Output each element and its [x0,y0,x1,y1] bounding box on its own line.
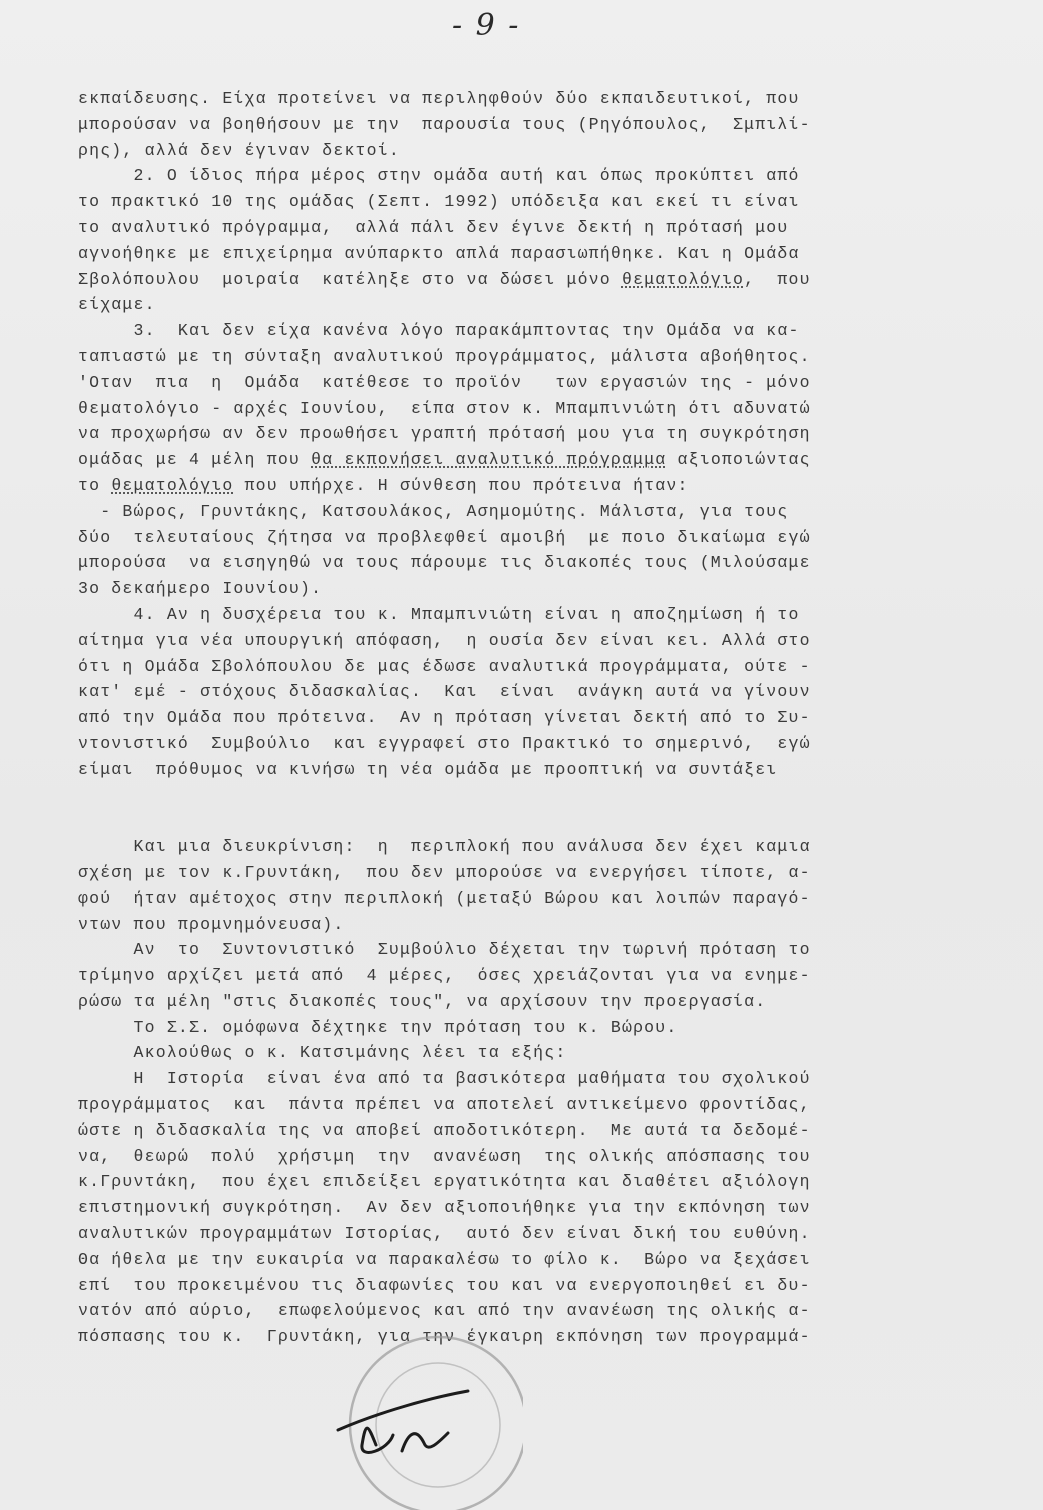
text-line-36: ρώσω τα μέλη "στις διακοπές τους", να αρχίσουν την προεργασία. [78,991,767,1011]
text-line-48: νατόν από αύριο, επωφελούμενος και από την ανανέωση της ολικής α- [78,1301,811,1321]
text-line-29 [78,808,940,834]
text-line-25: από την Ομάδα που πρότεινα. Αν η πρόταση γίνεται δεκτή από το Συ- [78,708,811,728]
text-line-33: ντων που προμνημόνευσα). [78,914,345,934]
text-line-9: είχαμε. [78,295,156,315]
text-line-35: τρίμηνο αρχίζει μετά από 4 μέρες, όσες χρειάζονται για να ενημε- [78,966,811,986]
underlined-term: θεματολόγιο [621,269,745,289]
text-line-7: αγνοήθηκε με επιχείρημα ανύπαρκτο απλά παρασιωπήθηκε. Και η Ομάδα [78,243,800,263]
text-line-19: μπορούσα να εισηγηθώ να τους πάρουμε τις διακοπές τους (Μιλούσαμε [78,553,811,573]
text-line-4: 2. Ο ίδιος πήρα μέρος στην ομάδα αυτή και όπως προκύπτει από [78,166,800,186]
text-line-46: Θα ήθελα με την ευκαιρία να παρακαλέσω το φίλο κ. Βώρο να ξεχάσει [78,1249,811,1269]
text-fragment: το [78,475,112,495]
text-line-40: προγράμματος και πάντα πρέπει να αποτελεί αντικείμενο φροντίδας, [78,1095,811,1115]
text-line-5: το πρακτικό 10 της ομάδας (Σεπτ. 1992) υπόδειξα και εκεί τι είναι [78,192,800,212]
text-line-12: 'Οταν πια η Ομάδα κατέθεσε το προϊόν των εργασιών της - μόνο [78,372,811,392]
text-fragment: που υπήρχε. Η σύνθεση που πρότεινα ήταν: [233,475,689,495]
underlined-term: θεματολόγιο [111,475,234,495]
text-line-31: σχέση με τον κ.Γρυντάκη, που δεν μπορούσε να ενεργήσει τίποτε, α- [78,862,811,882]
text-line-44: επιστημονική συγκρότηση. Αν δεν αξιοποιήθηκε για την εκπόνηση των [78,1198,811,1218]
text-line-27: είμαι πρόθυμος να κινήσω τη νέα ομάδα με προοπτική να συντάξει [78,759,778,779]
signature-icon [338,1391,468,1452]
text-line-20: 3ο δεκαήμερο Ιουνίου). [78,579,323,599]
stamp-and-signature [298,1325,523,1510]
text-line-16 [78,473,940,499]
text-line-49: πόσπασης του κ. Γρυντάκη, για την έγκαιρη εκπόνηση των προγραμμά- [78,1327,811,1347]
text-line-1: εκπαίδευσης. Είχα προτείνει να περιληφθούν δύο εκπαιδευτικοί, που [78,89,800,108]
text-line-24: κατ' εμέ - στόχους διδασκαλίας. Και είναι ανάγκη αυτά να γίνουν [78,682,811,702]
text-line-41: ώστε η διδασκαλία της να αποβεί αποδοτικότερη. Με αυτά τα δεδομέ- [78,1120,811,1140]
text-line-28 [78,783,940,809]
stamp-inner-ring [376,1363,500,1487]
text-line-2: μπορούσαν να βοηθήσουν με την παρουσία τους (Ρηγόπουλος, Σμπιλί- [78,114,811,134]
text-fragment: αξιοποιώντας [666,450,811,470]
text-line-43: κ.Γρυντάκη, που έχει επιδείξει εργατικότητα και διαθέτει αξιόλογη [78,1172,811,1192]
text-fragment: ομάδας με 4 μέλη που [78,450,312,470]
text-line-30: Και μια διευκρίνιση: η περιπλοκή που ανάλυσα δεν έχει καμια [78,837,811,857]
text-line-10: 3. Και δεν είχα κανένα λόγο παρακάμπτοντας την Ομάδα να κα- [78,321,800,341]
text-line-38: Ακολούθως ο κ. Κατσιμάνης λέει τα εξής: [78,1043,567,1063]
text-line-37: Το Σ.Σ. ομόφωνα δέχτηκε την πρόταση του κ. Βώρου. [78,1017,678,1037]
text-line-39: Η Ιστορία είναι ένα από τα βασικότερα μαθήματα του σχολικού [78,1069,811,1089]
text-line-47: επί του προκειμένου τις διαφωνίες του και να ενεργοποιηθεί ει δυ- [78,1275,811,1295]
text-line-45: αναλυτικών προγραμμάτων Ιστορίας, αυτό δεν είναι δική του ευθύνη. [78,1224,811,1244]
text-line-42: να, θεωρώ πολύ χρήσιμη την ανανέωση της ολικής απόσπασης του [78,1146,811,1166]
page-number: - 9 - [452,8,521,43]
text-line-26: ντονιστικό Συμβούλιο και εγγραφεί στο Πρακτικό το σημερινό, εγώ [78,733,811,753]
text-line-32: φού ήταν αμέτοχος στην περιπλοκή (μεταξύ Βώρου και λοιπών παραγό- [78,888,811,908]
text-fragment: , που [744,269,811,289]
text-line-3: ρης), αλλά δεν έγιναν δεκτοί. [78,140,400,160]
body-text [78,86,940,1427]
text-line-15 [78,447,940,473]
text-line-17: - Βώρος, Γρυντάκης, Κατσουλάκος, Ασημομύτης. Μάλιστα, για τους [78,501,789,521]
text-line-21: 4. Αν η δυσχέρεια του κ. Μπαμπινιώτη είναι η αποζημίωση ή το [78,604,800,624]
text-fragment: Σβολόπουλου μοιραία κατέληξε στο να δώσει μόνο [78,269,622,289]
text-line-18: δύο τελευταίους ζήτησα να προβλεφθεί αμοιβή με ποιο δικαίωμα εγώ [78,527,811,547]
text-line-13: θεματολόγιο - αρχές Ιουνίου, είπα στον κ. Μπαμπινιώτη ότι αδυνατώ [78,398,811,418]
underlined-phrase: θα εκπονήσει αναλυτικό πρόγραμμα [311,450,667,470]
text-line-6: το αναλυτικό πρόγραμμα, αλλά πάλι δεν έγινε δεκτή η πρότασή μου [78,217,789,237]
text-line-11: ταπιαστώ με τη σύνταξη αναλυτικού προγράμματος, μάλιστα αβοήθητος. [78,346,811,366]
text-line-23: ότι η Ομάδα Σβολόπουλου δε μας έδωσε αναλυτικά προγράμματα, ούτε - [78,656,811,676]
text-line-22: αίτημα για νέα υπουργική απόφαση, η ουσία δεν είναι κει. Αλλά στο [78,630,811,650]
text-line-14: να προχωρήσω αν δεν προωθήσει γραπτή πρότασή μου για τη συγκρότηση [78,424,811,444]
text-line-8 [78,267,940,293]
text-line-34: Αν το Συντονιστικό Συμβούλιο δέχεται την τωρινή πρόταση το [78,940,811,960]
